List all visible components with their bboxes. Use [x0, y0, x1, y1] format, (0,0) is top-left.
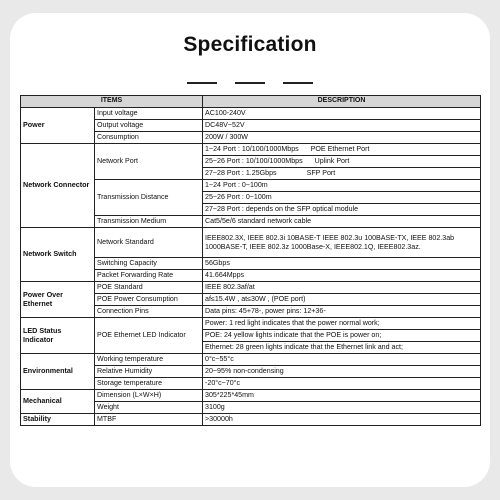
- item-name: Dimension (L×W×H): [95, 390, 203, 402]
- item-value: AC100-240V: [203, 108, 481, 120]
- item-value: Cat5/5e/6 standard network cable: [203, 216, 481, 228]
- underline-dash: [235, 82, 265, 84]
- category-network-switch: Network Switch: [21, 228, 95, 282]
- item-value: 25~26 Port : 0~100m: [203, 192, 481, 204]
- category-environmental: Environmental: [21, 354, 95, 390]
- item-name: Working temperature: [95, 354, 203, 366]
- category-poe: Power Over Ethernet: [21, 282, 95, 318]
- item-value: 1~24 Port : 0~100m: [203, 180, 481, 192]
- port-type: Uplink Port: [314, 157, 350, 166]
- table-row: [21, 144, 481, 156]
- port-range: 1~24 Port : 10/100/1000Mbps: [205, 145, 299, 154]
- table-row: [21, 108, 481, 120]
- item-name: Connection Pins: [95, 306, 203, 318]
- item-value: 41.664Mpps: [203, 270, 481, 282]
- table-row: [21, 228, 481, 258]
- table-header-row: [21, 96, 481, 108]
- item-value: 56Gbps: [203, 258, 481, 270]
- item-name: Transmission Medium: [95, 216, 203, 228]
- item-value: 0°c~55°c: [203, 354, 481, 366]
- item-value: 3100g: [203, 402, 481, 414]
- item-value: -20°c~70°c: [203, 378, 481, 390]
- item-name: Consumption: [95, 132, 203, 144]
- category-led-status: LED Status Indicator: [21, 318, 95, 354]
- item-value: 305*225*45mm: [203, 390, 481, 402]
- item-value: [203, 144, 481, 156]
- item-name: Packet Forwarding Rate: [95, 270, 203, 282]
- page-title: Specification: [183, 33, 317, 56]
- items-header: ITEMS: [21, 96, 203, 108]
- item-value: 200W / 300W: [203, 132, 481, 144]
- port-type: POE Ethernet Port: [310, 145, 370, 154]
- item-value: Power: 1 red light indicates that the power normal work;: [203, 318, 481, 330]
- category-stability: Stability: [21, 414, 95, 426]
- item-name: Network Standard: [95, 228, 203, 258]
- item-value: [203, 156, 481, 168]
- port-type: SFP Port: [306, 169, 336, 178]
- item-value: >30000h: [203, 414, 481, 426]
- item-value: IEEE802.3X, IEEE 802.3i 10BASE-T IEEE 802.3u 100BASE-TX, IEEE 802.3ab 1000BASE-T, IEEE 802.3z 1000Base-X, IEEE802.1Q, IEEE802.3az.: [203, 228, 481, 258]
- item-name: Switching Capacity: [95, 258, 203, 270]
- table-row: [21, 414, 481, 426]
- item-name: Storage temperature: [95, 378, 203, 390]
- item-name: Network Port: [95, 144, 203, 180]
- item-name: POE Standard: [95, 282, 203, 294]
- item-name: Weight: [95, 402, 203, 414]
- item-value: [203, 168, 481, 180]
- spec-card: [10, 13, 490, 487]
- title-underline: [10, 82, 490, 84]
- item-value: Ethernet: 28 green lights indicate that the Ethernet link and act;: [203, 342, 481, 354]
- item-name: Relative Humidity: [95, 366, 203, 378]
- table-row: [21, 390, 481, 402]
- item-name: Output voltage: [95, 120, 203, 132]
- spec-table: [20, 95, 481, 426]
- item-value: 27~28 Port : depends on the SFP optical module: [203, 204, 481, 216]
- table-row: [21, 282, 481, 294]
- category-network-connector: Network Connector: [21, 144, 95, 228]
- item-name: Transmission Distance: [95, 180, 203, 216]
- category-power: Power: [21, 108, 95, 144]
- underline-dash: [283, 82, 313, 84]
- category-mechanical: Mechanical: [21, 390, 95, 414]
- port-range: 27~28 Port : 1.25Gbps: [205, 169, 277, 178]
- underline-dash: [187, 82, 217, 84]
- description-header: DESCRIPTION: [203, 96, 481, 108]
- item-name: Input voltage: [95, 108, 203, 120]
- item-name: POE Ethernet LED Indicator: [95, 318, 203, 354]
- item-value: Data pins: 45+78-, power pins: 12+36-: [203, 306, 481, 318]
- item-name: POE Power Consumption: [95, 294, 203, 306]
- item-value: af≤15.4W , at≤30W , (POE port): [203, 294, 481, 306]
- table-row: [21, 354, 481, 366]
- item-value: 20~95% non-condensing: [203, 366, 481, 378]
- item-value: POE: 24 yellow lights indicate that the POE is power on;: [203, 330, 481, 342]
- item-value: DC48V~52V: [203, 120, 481, 132]
- table-row: [21, 318, 481, 330]
- port-range: 25~26 Port : 10/100/1000Mbps: [205, 157, 303, 166]
- item-name: MTBF: [95, 414, 203, 426]
- item-value: IEEE 802.3af/at: [203, 282, 481, 294]
